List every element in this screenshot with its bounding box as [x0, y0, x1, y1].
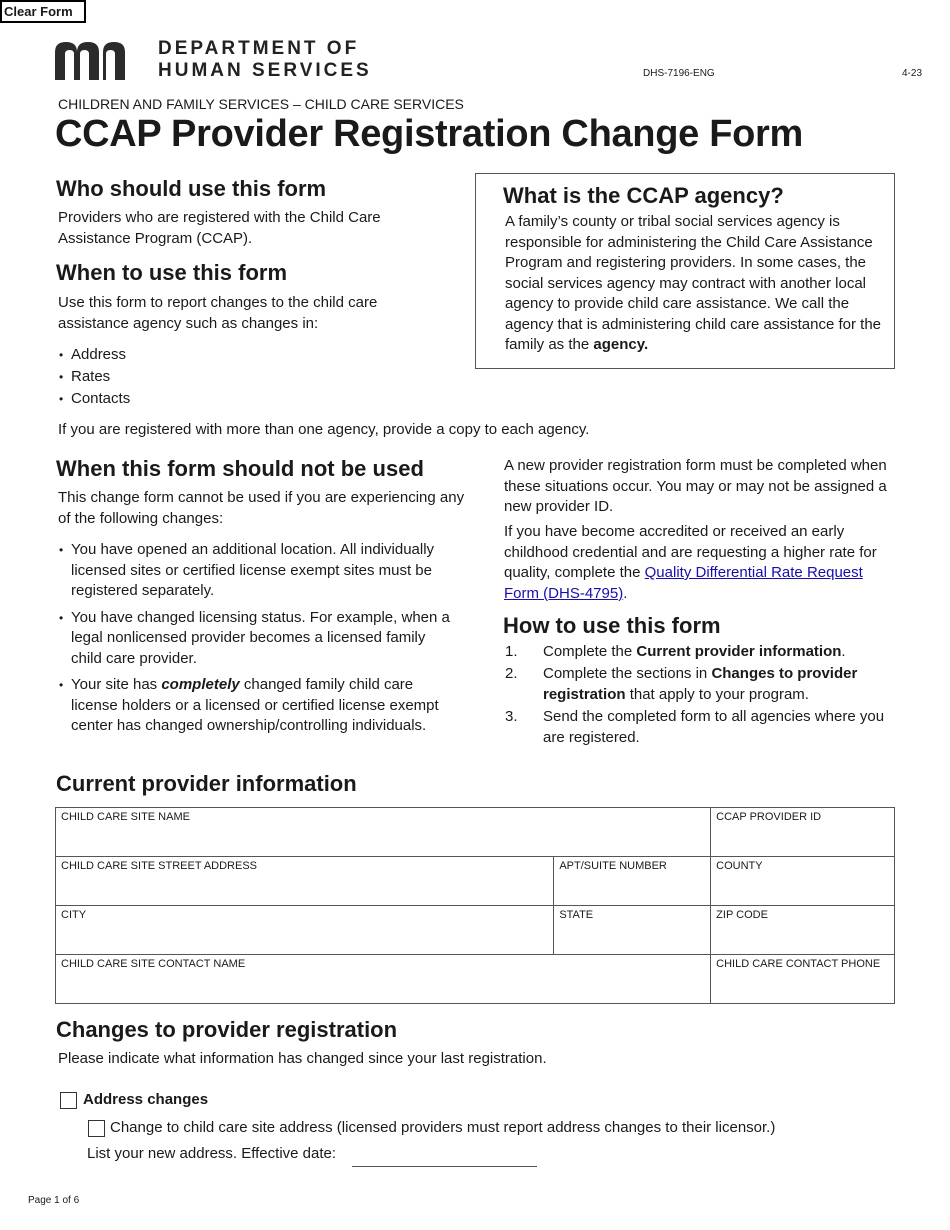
- department-wordmark: DEPARTMENT OF HUMAN SERVICES: [158, 38, 372, 81]
- list-item: 2. Complete the sections in Changes to provider registration that apply to your program.: [505, 665, 858, 703]
- page-number: Page 1 of 6: [28, 1195, 80, 1206]
- when-heading: When to use this form: [56, 260, 287, 285]
- who-text: Providers who are registered with the Child Care Assistance Program (CCAP).: [58, 209, 381, 247]
- address-changes-label: Address changes: [83, 1091, 209, 1108]
- agency-box-text: A family’s county or tribal social services agency is responsible for administering the Child Care Assistance Program and registering providers. In some cases, the social services agency may contract with another local agency to provide child care assistance. We call the agency that is administering child care assistance for the family as the agency.: [505, 213, 882, 353]
- street-address-field[interactable]: CHILD CARE SITE STREET ADDRESS: [56, 857, 554, 906]
- current-info-heading: Current provider information: [56, 771, 357, 796]
- zip-code-field[interactable]: ZIP CODE: [711, 906, 895, 955]
- state-field[interactable]: STATE: [554, 906, 711, 955]
- list-item: 3. Send the completed form to all agencies where you are registered.: [505, 708, 885, 746]
- current-provider-table: [55, 807, 895, 1004]
- effective-date-input[interactable]: [352, 1166, 537, 1167]
- page-title: CCAP Provider Registration Change Form: [55, 113, 804, 155]
- list-item: • Your site has completely changed family child care license holders or a licensed or certified license exempt center has changed ownership/controlling individuals.: [57, 675, 452, 737]
- list-item: • Contacts: [57, 388, 130, 410]
- site-name-field[interactable]: CHILD CARE SITE NAME: [56, 808, 711, 857]
- provider-id-field[interactable]: CCAP PROVIDER ID: [711, 808, 895, 857]
- when-text: Use this form to report changes to the child care assistance agency such as changes in:: [58, 294, 378, 332]
- mn-logo-icon: [55, 40, 145, 80]
- county-field[interactable]: COUNTY: [711, 857, 895, 906]
- agency-info-box: [475, 173, 895, 369]
- agency-box-heading: What is the CCAP agency?: [503, 183, 784, 208]
- how-heading: How to use this form: [503, 613, 721, 638]
- division-label: CHILDREN AND FAMILY SERVICES – CHILD CARE SERVICES: [58, 96, 464, 112]
- list-item: • Address: [57, 344, 130, 366]
- list-item: • You have changed licensing status. For example, when a legal nonlicensed provider becomes a licensed family child care provider.: [57, 608, 452, 670]
- changes-heading: Changes to provider registration: [56, 1017, 398, 1042]
- revision-date: 4-23: [902, 68, 923, 79]
- apt-suite-field[interactable]: APT/SUITE NUMBER: [554, 857, 711, 906]
- list-item: 1. Complete the Current provider information.: [505, 643, 846, 660]
- not-used-list: [57, 540, 452, 737]
- who-heading: Who should use this form: [56, 176, 327, 201]
- form-id: DHS-7196-ENG: [643, 68, 715, 79]
- city-field[interactable]: CITY: [56, 906, 554, 955]
- list-item: • Rates: [57, 366, 130, 388]
- multiple-agency-note: If you are registered with more than one agency, provide a copy to each agency.: [58, 421, 590, 438]
- site-address-label: Change to child care site address (licensed providers must report address changes to their licensor.): [110, 1119, 776, 1136]
- quality-differential-link[interactable]: Quality Differential Rate Request Form (DHS-4795): [504, 564, 863, 602]
- quality-differential-text: If you have become accredited or received an early childhood credential and are requesting a higher rate for quality, complete the Quality Differential Rate Request Form (DHS-4795).: [504, 523, 877, 602]
- not-used-heading: When this form should not be used: [56, 456, 424, 481]
- changes-text: Please indicate what information has changed since your last registration.: [58, 1050, 547, 1067]
- contact-name-field[interactable]: CHILD CARE SITE CONTACT NAME: [56, 955, 711, 1004]
- list-item: • You have opened an additional location. All individually licensed sites or certified license exempt sites must be registered separately.: [57, 540, 452, 602]
- clear-form-button[interactable]: Clear Form: [0, 0, 86, 23]
- site-address-checkbox[interactable]: [88, 1120, 105, 1137]
- change-types-list: [57, 344, 130, 410]
- new-registration-text: A new provider registration form must be completed when these situations occur. You may or may not be assigned a new provider ID.: [504, 457, 887, 515]
- new-address-label: List your new address. Effective date:: [87, 1145, 337, 1162]
- how-steps-list: [505, 641, 890, 748]
- address-changes-checkbox[interactable]: [60, 1092, 77, 1109]
- contact-phone-field[interactable]: CHILD CARE CONTACT PHONE: [711, 955, 895, 1004]
- not-used-text: This change form cannot be used if you are experiencing any of the following changes:: [58, 489, 465, 527]
